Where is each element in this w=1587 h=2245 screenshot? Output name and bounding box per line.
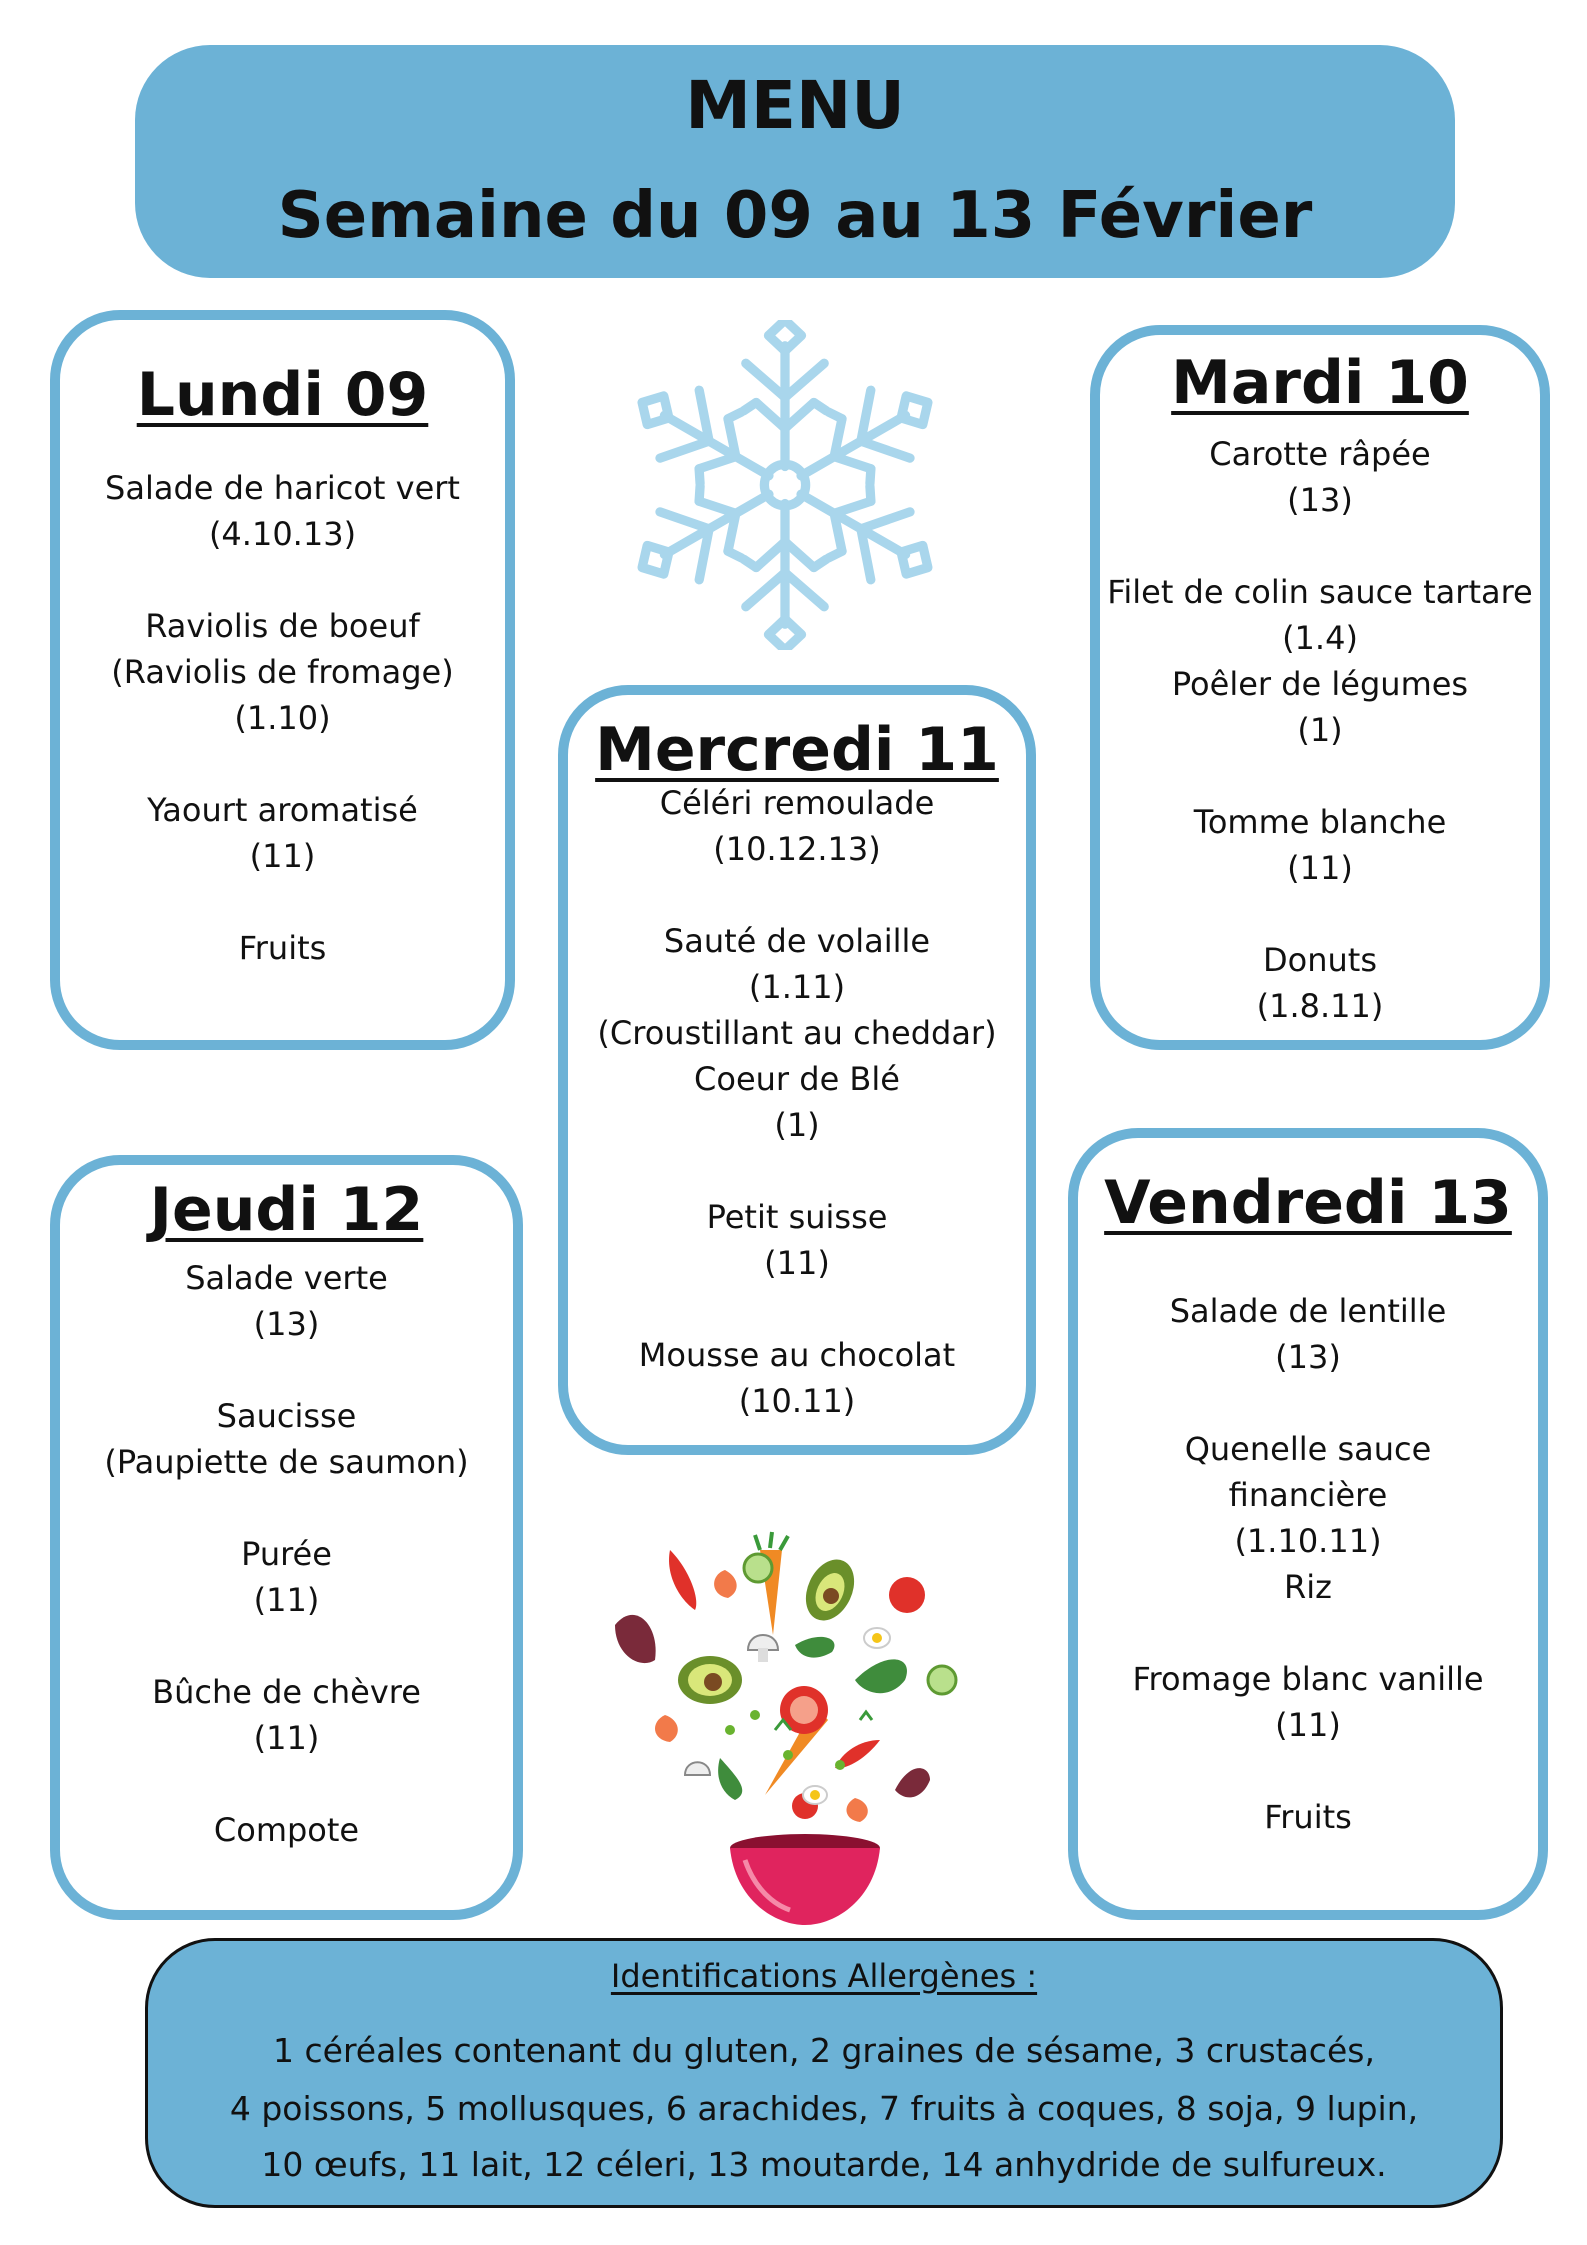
menu-item: Tomme blanche	[1193, 803, 1447, 841]
spacer	[568, 1286, 1026, 1332]
spacer	[60, 1347, 513, 1393]
menu-item: (13)	[1287, 481, 1353, 519]
menu-item: (1.11)	[748, 968, 846, 1006]
menu-item: Mousse au chocolat	[638, 1336, 956, 1374]
menu-item: Salade verte	[185, 1259, 388, 1297]
day-title: Vendredi 13	[1104, 1168, 1512, 1238]
menu-item: Compote	[213, 1811, 360, 1849]
allergen-box	[145, 1938, 1503, 2208]
day-card-mercredi	[558, 685, 1036, 1455]
menu-item: (Raviolis de fromage)	[111, 653, 454, 691]
week-title: Semaine du 09 au 13 Février	[277, 179, 1313, 253]
spacer	[60, 557, 505, 603]
spacer	[60, 741, 505, 787]
allergen-line: 1 céréales contenant du gluten, 2 graines de sésame, 3 crustacés,	[273, 2031, 1375, 2070]
menu-list	[568, 780, 1026, 1424]
menu-item: (13)	[1275, 1338, 1341, 1376]
allergen-title: Identifications Allergènes :	[610, 1957, 1038, 1995]
menu-item: Sauté de volaille	[663, 922, 931, 960]
menu-item: (11)	[249, 837, 316, 875]
spacer	[1100, 891, 1540, 937]
menu-item: Quenelle sauce	[1184, 1430, 1432, 1468]
spacer	[60, 1623, 513, 1669]
menu-item: Petit suisse	[706, 1198, 888, 1236]
spacer	[1100, 753, 1540, 799]
menu-title: MENU	[685, 67, 905, 144]
menu-item: Yaourt aromatisé	[147, 791, 418, 829]
snowflake-icon	[620, 320, 950, 650]
day-card-mardi	[1090, 325, 1550, 1050]
menu-item: (10.11)	[738, 1382, 856, 1420]
spacer	[60, 879, 505, 925]
menu-item: Purée	[241, 1535, 332, 1573]
menu-item: Fromage blanc vanille	[1132, 1660, 1484, 1698]
spacer	[1100, 523, 1540, 569]
menu-item: (1.8.11)	[1256, 987, 1384, 1025]
spacer	[568, 1148, 1026, 1194]
spacer	[1078, 1748, 1538, 1794]
menu-item: financière	[1228, 1476, 1388, 1514]
menu-list	[1078, 1288, 1538, 1840]
day-card-jeudi	[50, 1155, 523, 1920]
menu-list	[60, 465, 505, 971]
menu-item: (4.10.13)	[208, 515, 357, 553]
menu-list	[1100, 431, 1540, 1029]
menu-list	[60, 1255, 513, 1853]
day-card-lundi	[50, 310, 515, 1050]
menu-item: Riz	[1284, 1568, 1332, 1606]
menu-item: Filet de colin sauce tartare	[1107, 573, 1533, 611]
day-title: Mercredi 11	[595, 715, 999, 785]
menu-item: (1.4)	[1282, 619, 1358, 657]
menu-item: (1.10)	[234, 699, 331, 737]
menu-header	[135, 45, 1455, 278]
menu-item: Carotte râpée	[1209, 435, 1431, 473]
menu-item: Poêler de légumes	[1171, 665, 1469, 703]
menu-item: Fruits	[238, 929, 327, 967]
menu-item: Bûche de chèvre	[152, 1673, 421, 1711]
allergen-line: 4 poissons, 5 mollusques, 6 arachides, 7 fruits à coques, 8 soja, 9 lupin,	[229, 2089, 1419, 2128]
day-title: Mardi 10	[1171, 348, 1469, 418]
menu-item: Raviolis de boeuf	[145, 607, 420, 645]
allergen-line: 10 œufs, 11 lait, 12 céleri, 13 moutarde, 14 anhydride de sulfureux.	[261, 2145, 1387, 2184]
menu-item: Coeur de Blé	[694, 1060, 900, 1098]
day-title: Lundi 09	[136, 360, 429, 430]
menu-item: Salade de haricot vert	[105, 469, 460, 507]
menu-item: (11)	[764, 1244, 830, 1282]
menu-item: (11)	[253, 1581, 320, 1619]
menu-item: Donuts	[1263, 941, 1377, 979]
menu-item: (11)	[253, 1719, 320, 1757]
menu-item: (Croustillant au cheddar)	[597, 1014, 997, 1052]
menu-item: (1)	[1297, 711, 1343, 749]
spacer	[60, 1485, 513, 1531]
spacer	[1078, 1380, 1538, 1426]
menu-item: (11)	[1287, 849, 1353, 887]
menu-item: (10.12.13)	[713, 830, 881, 868]
day-title: Jeudi 12	[149, 1175, 424, 1245]
day-card-vendredi	[1068, 1128, 1548, 1920]
vegetable-bowl-icon	[610, 1530, 990, 1930]
menu-item: (1)	[774, 1106, 820, 1144]
menu-item: Saucisse	[216, 1397, 357, 1435]
menu-item: (13)	[253, 1305, 320, 1343]
menu-item: Fruits	[1264, 1798, 1352, 1836]
spacer	[1078, 1610, 1538, 1656]
menu-item: Céléri remoulade	[659, 784, 935, 822]
menu-item: Salade de lentille	[1169, 1292, 1447, 1330]
spacer	[60, 1761, 513, 1807]
menu-item: (Paupiette de saumon)	[104, 1443, 469, 1481]
menu-item: (1.10.11)	[1234, 1522, 1382, 1560]
menu-item: (11)	[1275, 1706, 1341, 1744]
spacer	[568, 872, 1026, 918]
